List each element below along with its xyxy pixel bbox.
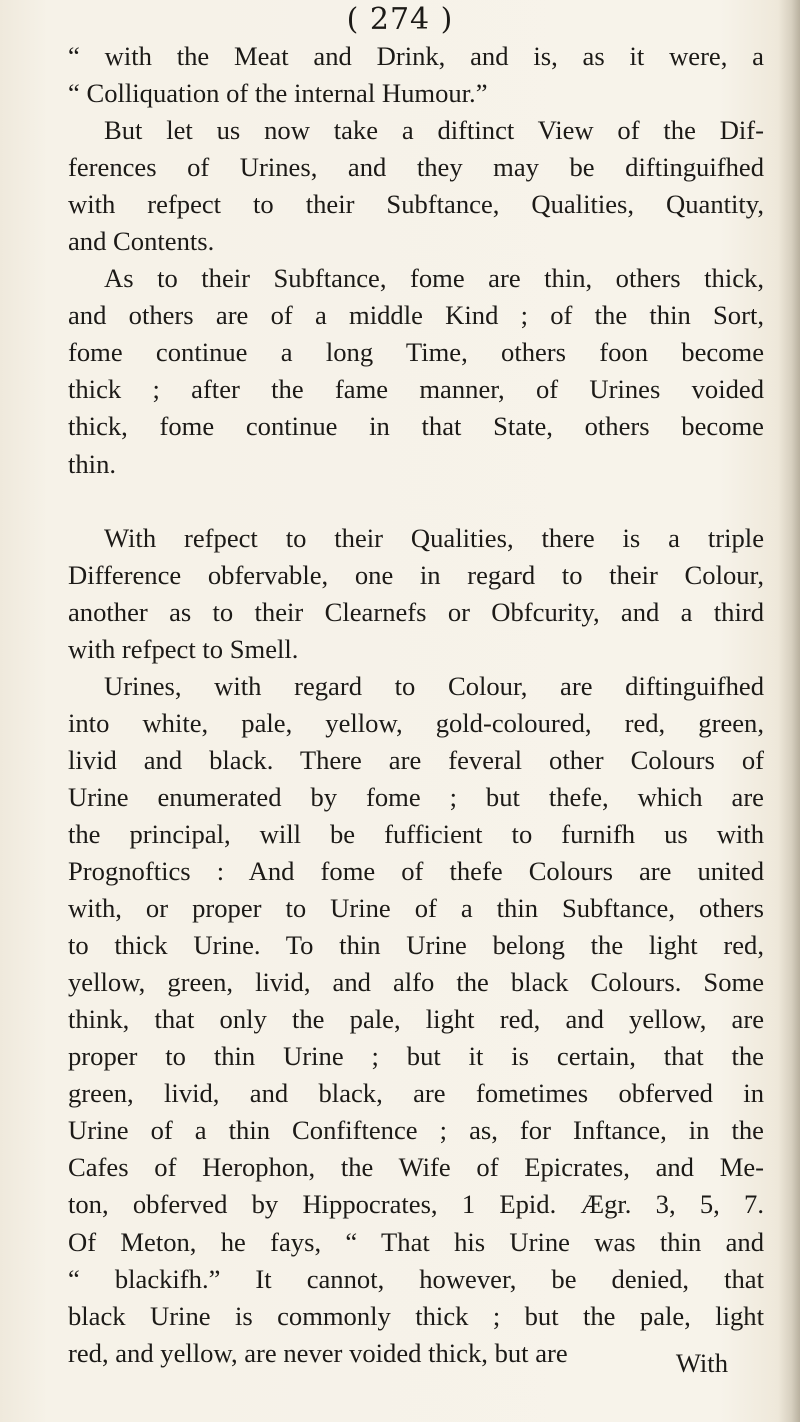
text-line: “ Colliquation of the internal Humour.”	[68, 78, 488, 109]
text-line: with refpect to their Subftance, Qualities, Quantity,	[68, 189, 764, 220]
text-line: think, that only the pale, light red, and yellow, are	[68, 1004, 764, 1035]
text-line	[68, 483, 764, 520]
text-line: black Urine is commonly thick ; but the pale, light	[68, 1300, 764, 1331]
text-line: Difference obfervable, one in regard to their Colour,	[68, 559, 764, 590]
text-line: As to their Subftance, fome are thin, others thick,	[104, 263, 764, 294]
text-line: green, livid, and black, are fometimes obferved in	[68, 1078, 764, 1109]
text-line: and Contents.	[68, 226, 215, 257]
text-line: into white, pale, yellow, gold-coloured, red, green,	[68, 707, 764, 738]
body-text	[68, 38, 764, 1372]
text-line: to thick Urine. To thin Urine belong the light red,	[68, 930, 764, 961]
text-line: fome continue a long Time, others foon become	[68, 337, 764, 368]
text-line: red, and yellow, are never voided thick, but are	[68, 1337, 568, 1368]
text-line: the principal, will be fufficient to furnifh us with	[68, 818, 764, 849]
text-line: proper to thin Urine ; but it is certain, that the	[68, 1041, 764, 1072]
text-line: “ blackifh.” It cannot, however, be denied, that	[68, 1263, 764, 1294]
text-line: Of Meton, he fays, “ That his Urine was thin and	[68, 1226, 764, 1257]
text-line: Urine of a thin Confiftence ; as, for Inftance, in the	[68, 1115, 764, 1146]
text-line: thin.	[68, 448, 117, 479]
text-line: and others are of a middle Kind ; of the thin Sort,	[68, 300, 764, 331]
text-line: another as to their Clearnefs or Obfcurity, and a third	[68, 596, 764, 627]
text-line: thick ; after the fame manner, of Urines voided	[68, 374, 764, 405]
text-line: ton, obferved by Hippocrates, 1 Epid. Ægr. 3, 5, 7.	[68, 1189, 764, 1220]
text-line: with refpect to Smell.	[68, 633, 299, 664]
text-line: Urine enumerated by fome ; but thefe, which are	[68, 781, 764, 812]
page-edge-shadow	[778, 0, 800, 1422]
text-line: with, or proper to Urine of a thin Subftance, others	[68, 893, 764, 924]
page-number: ( 274 )	[346, 2, 454, 37]
catchword: With	[675, 1348, 728, 1378]
text-line: But let us now take a diftinct View of the Dif-	[104, 115, 764, 146]
text-line: With refpect to their Qualities, there is a triple	[104, 522, 764, 553]
text-line: Urines, with regard to Colour, are diftinguifhed	[104, 670, 764, 701]
text-line: Cafes of Herophon, the Wife of Epicrates, and Me-	[68, 1152, 764, 1183]
text-line: “ with the Meat and Drink, and is, as it were, a	[68, 41, 764, 71]
text-line: livid and black. There are feveral other Colours of	[68, 744, 764, 775]
text-line: yellow, green, livid, and alfo the black Colours. Some	[68, 967, 764, 998]
text-line: ferences of Urines, and they may be diftinguifhed	[68, 152, 764, 183]
text-line: Prognoftics : And fome of thefe Colours are united	[68, 856, 764, 887]
text-line: thick, fome continue in that State, others become	[68, 411, 764, 442]
